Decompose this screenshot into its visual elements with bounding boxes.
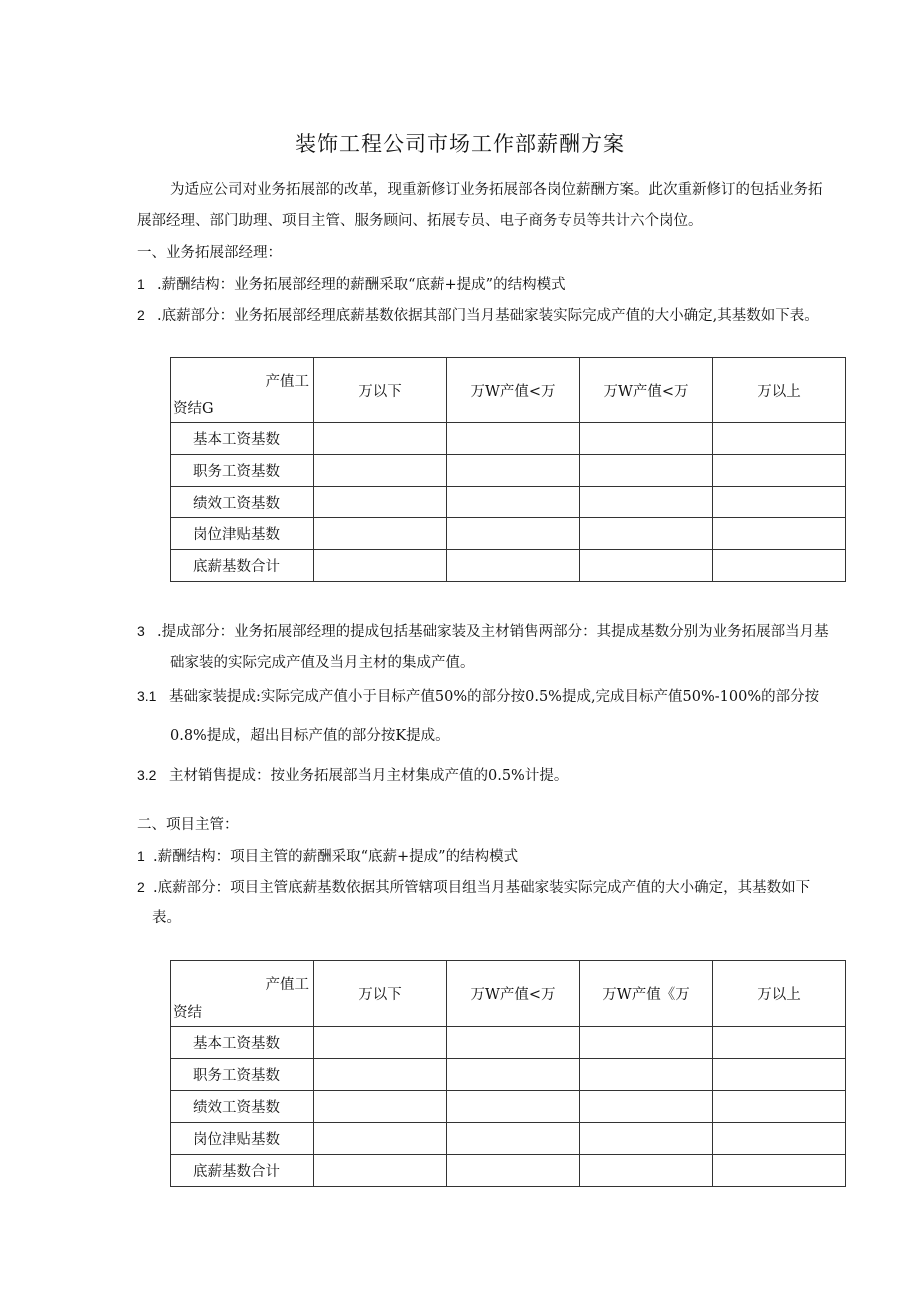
- table-row: [171, 487, 846, 518]
- table-cell: [580, 518, 713, 550]
- table-cell: [447, 423, 580, 455]
- corner-bottom-label: 资结G: [173, 401, 214, 417]
- section1-heading: 一、业务拓展部经理：: [137, 245, 282, 261]
- item-number: 2: [137, 307, 145, 323]
- row-header: 职务工资基数: [171, 455, 314, 487]
- section1-item31-line2: 0.8%提成，超出目标产值的部分按K提成。: [170, 728, 450, 744]
- table-cell: [713, 1091, 846, 1123]
- corner-bottom-label: 资结: [173, 1005, 202, 1021]
- table-cell: [580, 1091, 713, 1123]
- section2-item1: [137, 845, 518, 866]
- table-row: [171, 550, 846, 582]
- table-cell: [447, 518, 580, 550]
- row-header: 绩效工资基数: [171, 1091, 314, 1123]
- table-cell: [314, 1155, 447, 1187]
- corner-top-label: 产值工: [265, 977, 309, 993]
- item-text: 主材销售提成：按业务拓展部当月主材集成产值的0.5%计提。: [169, 768, 569, 784]
- column-header: 万W产值<万: [447, 358, 580, 423]
- table-cell: [580, 423, 713, 455]
- table-cell: [314, 1027, 447, 1059]
- intro-line-2: 展部经理、部门助理、项目主管、服务顾问、拓展专员、电子商务专员等共计六个岗位。: [137, 213, 703, 229]
- table-row: [171, 1091, 846, 1123]
- table-cell: [580, 1059, 713, 1091]
- table-corner-cell: [171, 961, 314, 1027]
- table-cell: [713, 1123, 846, 1155]
- table-cell: [713, 455, 846, 487]
- table-cell: [713, 487, 846, 518]
- row-header: 岗位津贴基数: [171, 1123, 314, 1155]
- column-header: 万W产值<万: [580, 358, 713, 423]
- table-cell: [713, 1155, 846, 1187]
- section1-item3-line1: [137, 620, 829, 641]
- section1-item3-line2: 础家装的实际完成产值及当月主材的集成产值。: [170, 655, 475, 671]
- row-header: 基本工资基数: [171, 1027, 314, 1059]
- table-cell: [447, 550, 580, 582]
- table-cell: [314, 1091, 447, 1123]
- table-cell: [314, 518, 447, 550]
- row-header: 绩效工资基数: [171, 487, 314, 518]
- item-text: 基础家装提成:实际完成产值小于目标产值50%的部分按0.5%提成,完成目标产值50%-100%的部分按: [169, 689, 820, 705]
- table-row: [171, 1123, 846, 1155]
- item-text: .底薪部分：业务拓展部经理底薪基数依据其部门当月基础家装实际完成产值的大小确定,其基数如下表。: [157, 308, 819, 324]
- column-header: 万以上: [713, 358, 846, 423]
- table-row: [171, 1059, 846, 1091]
- table-cell: [314, 455, 447, 487]
- item-text: .薪酬结构：业务拓展部经理的薪酬采取“底薪+提成”的结构模式: [157, 277, 566, 293]
- item-number: 1: [137, 848, 145, 864]
- row-header: 底薪基数合计: [171, 1155, 314, 1187]
- table-cell: [447, 455, 580, 487]
- section2-item2-line2: 表。: [152, 910, 181, 926]
- column-header: 万以下: [314, 358, 447, 423]
- item-number: 3.1: [137, 688, 157, 704]
- section2-item2-line1: [137, 876, 810, 897]
- column-header: 万以下: [314, 961, 447, 1027]
- table-row: [171, 1027, 846, 1059]
- table-cell: [447, 1091, 580, 1123]
- item-text: .提成部分：业务拓展部经理的提成包括基础家装及主材销售两部分：其提成基数分别为业务拓展部当月基: [157, 624, 829, 640]
- column-header: 万W产值《万: [580, 961, 713, 1027]
- item-text: .底薪部分：项目主管底薪基数依据其所管辖项目组当月基础家装实际完成产值的大小确定，其基数如下: [153, 880, 811, 896]
- table-cell: [314, 487, 447, 518]
- table-cell: [580, 550, 713, 582]
- item-number: 3: [137, 623, 145, 639]
- table-cell: [580, 1027, 713, 1059]
- row-header: 职务工资基数: [171, 1059, 314, 1091]
- table-cell: [713, 1027, 846, 1059]
- row-header: 底薪基数合计: [171, 550, 314, 582]
- table-cell: [447, 1059, 580, 1091]
- column-header: 万W产值<万: [447, 961, 580, 1027]
- salary-table-1: [170, 357, 846, 582]
- table-row: [171, 1155, 846, 1187]
- row-header: 岗位津贴基数: [171, 518, 314, 550]
- table-cell: [580, 1155, 713, 1187]
- table-corner-cell: [171, 358, 314, 423]
- table-cell: [314, 1059, 447, 1091]
- table-cell: [580, 455, 713, 487]
- table-cell: [713, 423, 846, 455]
- table-cell: [314, 423, 447, 455]
- table-row: [171, 423, 846, 455]
- table-cell: [447, 1027, 580, 1059]
- item-number: 3.2: [137, 767, 157, 783]
- table-cell: [447, 1155, 580, 1187]
- table-cell: [447, 487, 580, 518]
- section1-item32: [137, 764, 568, 785]
- corner-top-label: 产值工: [265, 374, 309, 390]
- column-header: 万以上: [713, 961, 846, 1027]
- table-cell: [314, 1123, 447, 1155]
- table-cell: [580, 1123, 713, 1155]
- table-cell: [713, 550, 846, 582]
- salary-table-2: [170, 960, 846, 1187]
- item-text: .薪酬结构：项目主管的薪酬采取“底薪+提成”的结构模式: [153, 849, 519, 865]
- page-title: 装饰工程公司市场工作部薪酬方案: [295, 132, 625, 156]
- section1-item31-line1: [137, 685, 819, 706]
- table-cell: [713, 518, 846, 550]
- table-cell: [447, 1123, 580, 1155]
- section1-item1: [137, 273, 566, 294]
- table-row: [171, 455, 846, 487]
- row-header: 基本工资基数: [171, 423, 314, 455]
- table-cell: [713, 1059, 846, 1091]
- item-number: 1: [137, 276, 145, 292]
- item-number: 2: [137, 879, 145, 895]
- intro-line-1: 为适应公司对业务拓展部的改革，现重新修订业务拓展部各岗位薪酬方案。此次重新修订的包括业务拓: [170, 182, 823, 198]
- table-cell: [580, 487, 713, 518]
- section2-heading: 二、项目主管：: [137, 817, 239, 833]
- section1-item2: [137, 304, 819, 325]
- table-cell: [314, 550, 447, 582]
- table-row: [171, 518, 846, 550]
